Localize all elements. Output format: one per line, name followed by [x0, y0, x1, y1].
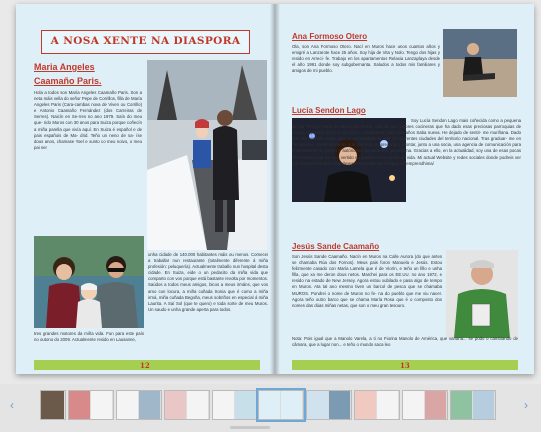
heading-jesus-sande: Jesús Sande Caamaño	[292, 242, 380, 251]
photo-family	[34, 236, 144, 328]
thumbnail-page[interactable]	[402, 390, 448, 420]
title-line-1: Maria Angeles	[34, 62, 95, 72]
article-text-col1: Hola a todos son María Angeles Caamaño Paris. Son a neta máis vella do señor Pepe de Corrillos, filla de María Angeles Paris (Cara-cambas nova de Viven ou Corrillo) e Antonio Caamaño Fernández (dos Carreiras de Serres). Naicín en Se-rres no ano 1979. Saín do meu que- rido Muros con 30 anos para Suiza porque coñecín a miña parella que vivía aquí. En Suiza é español e de pais españois de Ma- drid. Teño un neno de sa- íse dous anos, chamase Yoel e xunto co meu noivo, o meu pai ser	[34, 90, 142, 150]
chevron-left-icon[interactable]: ‹	[10, 398, 14, 412]
page-right[interactable]	[275, 4, 534, 374]
thumbnail-page-active[interactable]	[258, 390, 304, 420]
heading-ana-formoso: Ana Formoso Otero	[292, 32, 368, 41]
photo-ana-formoso	[443, 29, 517, 97]
chevron-right-icon[interactable]: ›	[524, 398, 528, 412]
photo-snow-street	[147, 60, 267, 250]
open-magazine	[16, 4, 534, 374]
page-number-right: 13	[400, 361, 410, 370]
thumbnail-page[interactable]	[116, 390, 162, 420]
thumbnail-page[interactable]	[354, 390, 400, 420]
heading-lucia-sendon: Lucía Sendon Lago	[292, 106, 366, 115]
thumbnail-page[interactable]	[40, 390, 66, 420]
text-jesus-note: Nota: Pois igual que a Manolo Varela, a ti no Fiorina Manolo de América, que vanana... se podo o cambiando de câmara, que a lugar non... e teño o mundo saca leo	[292, 336, 518, 348]
article-text-col2: unha cidade de 140.000 habitantes máis ou menos. Comecei a traballar nun restaurante (totalmente diferente á miña profesión: peluquería). Actualmente traballo nun hospital desta cidade. En Suiza, eide o un pedacito da miña vida que comparto con vos porque está bastante revolta por momentos. Saúdos a todos meus amigos, bicos a meus irmáns, que vos amo con locura, a miña cuñada Sonia que é como a miña irmá, miña cuñada Begoña, meus sobriños en especial á miña Laurita. A Saí Sol (que te quero) e toda sorte de meu Muros. Un saudo e unha grande aperta para todos.	[148, 252, 268, 312]
article-text-bottom: tres grandes motores da miña vida. Fun para este país no outono do 2009. Actualmente resido en Lausanne,	[34, 331, 144, 343]
text-jesus-sande: Son Jesús Sande Caamaño. Nacín en Muros na Calle Aurora (do que antes se chamaba Rúa dos Fornos). Meus pais foron Manuela e Jesús. Estou felizmente casado con María Lamela que é de Viorín, e teño un fillo e unha filla, que xa me deron dous netos. Marchei para os EE.UU. no ano 1972, e resido na estado de New Jersey. Agora estou xubilado e pasa algo de tempo en Muros. Ata tal ano mesmo tiven un barcol de pesca que se chamaba MUROS. Pondrei o nome de Muros no fe- na do pueblo que me viu nacer. Agora teño outro barco que se chama María Rosa que é o composto dos nomes das dúas miñas netas, que son o meu gran tesouro.	[292, 254, 442, 308]
book-spine	[270, 4, 280, 374]
section-banner: A NOSA XENTE NA DIASPORA	[41, 30, 250, 54]
text-ana-formoso: Ola, son Ana Formoso Otero. Nací en Muros hace unos cuantos años y emigré a Lanzarote hace 25 años. Soy hija de Vita y Nolo. Tengo dos hijas y resido en Arreci- fe. Trabajo en los apartamentos Relaxia Lanzaplaya desde el año 1991 donde soy subgobernanta. Saludos a todos mis familiares y amigos de mi pueblo.	[292, 44, 440, 74]
title-line-2: Caamaño Paris.	[34, 76, 102, 86]
thumbnail-page[interactable]	[164, 390, 210, 420]
photo-jesus-sande	[446, 250, 518, 338]
thumbnail-scroll-indicator[interactable]	[230, 426, 270, 429]
thumbnail-page[interactable]	[450, 390, 496, 420]
page-left[interactable]	[16, 4, 274, 374]
thumbnail-page[interactable]	[212, 390, 258, 420]
thumbnail-page[interactable]	[306, 390, 352, 420]
article-title-maria	[34, 60, 144, 88]
text-lucia-sendon: Soy Lucía Sendon Lago mais coñecida como a pequena de los "Roxos" Neta de María del Rocío, una de las mejores cocineras que ha dado esas preciosas parroquias de Muros, el pueblo que me vio nacer. Actualmente hace dos años Saba nueva. He dejado de sentir- me muriñana. Dado que me encanta viajar, tuve la oportunidad de vivir en diferentes ciudades del territorio nacional. Tras graduar- me en Periodismo, decidí lanzarme a la aventura empresarial y montar, junto a una socia, una agencia de comunicación para emprendedores, pymes y autónomos llamada Em- prendhima. Gracias a ello, en la actualidad, soy una de esas pocas afortunadas que ha con- vertido su pasión en su medio de vida. Mi actual Website y redes sociales donde podreis ver mis mejores trabajos: http://www.emprendhima.com/que-es-emprendhima/	[292, 118, 521, 166]
page-number-left: 12	[140, 361, 150, 370]
thumbnail-page[interactable]	[68, 390, 114, 420]
